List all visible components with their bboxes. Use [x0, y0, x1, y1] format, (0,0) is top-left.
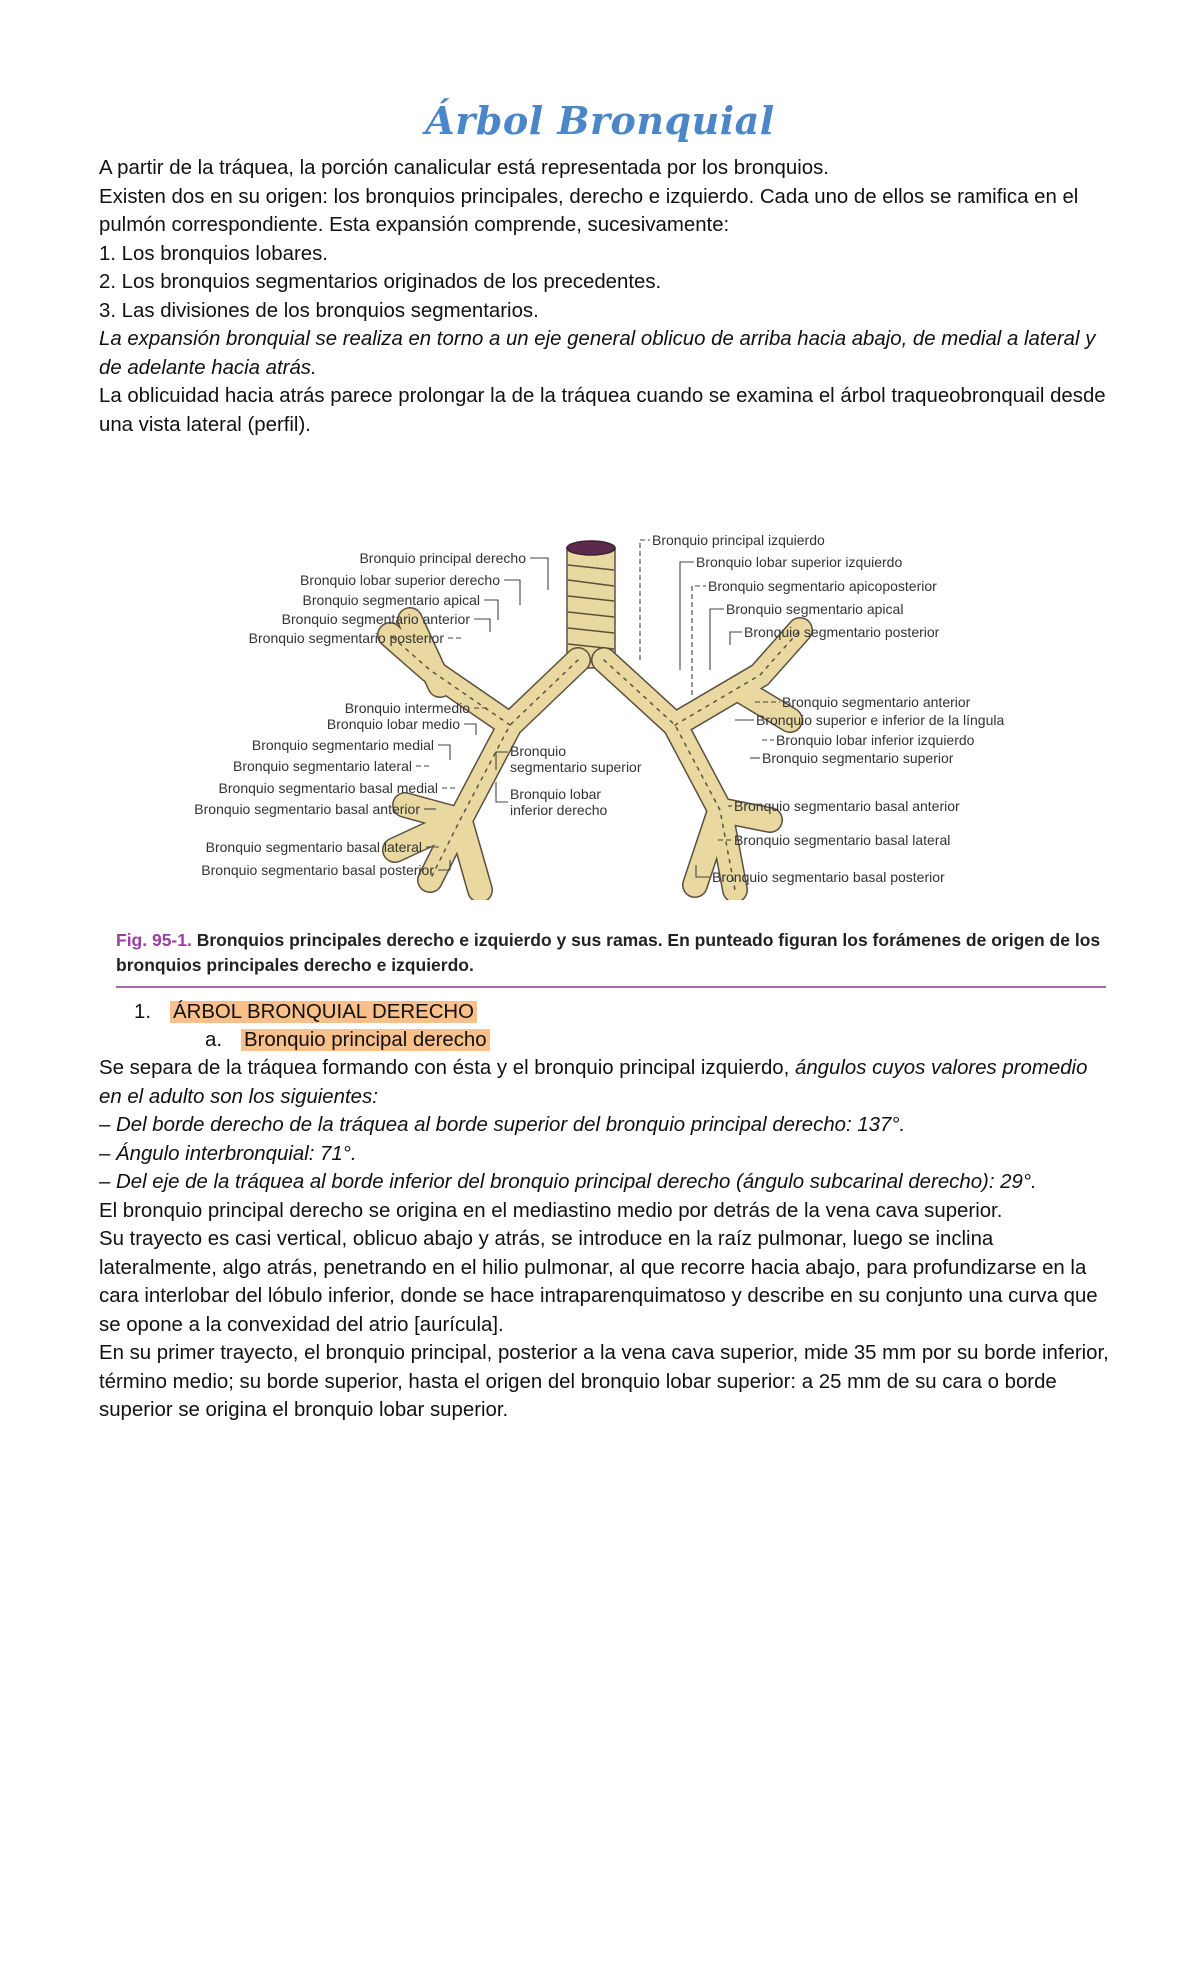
list-line: 1. Los bronquios lobares. [99, 242, 328, 265]
body-text-italic: ángulos cuyos valores promedio en el adulto son los siguientes: [99, 1057, 1088, 1108]
list-item-level2 [205, 1026, 490, 1054]
figure-label: Bronquio segmentario lateral [233, 758, 412, 774]
list-number: 1. [134, 1001, 152, 1023]
angle-line: – Del borde derecho de la tráquea al borde superior del bronquio principal derecho: 137°. [99, 1114, 906, 1136]
bronchi-illustration [390, 620, 800, 890]
angle-line: – Ángulo interbronquial: 71°. [99, 1142, 357, 1165]
figure-label: Bronquio segmentario apicoposterior [708, 578, 937, 594]
figure-label: Bronquio principal izquierdo [652, 532, 825, 548]
body-paragraph: Su trayecto es casi vertical, oblicuo abajo y atrás, se introduce en la raíz pulmonar, luego se inclina lateralmente, algo atrás, penetrando en el hilio pulmonar, al que recorre hacia abajo, para profundizarse en la cara interlobar del lóbulo inferior, donde se hace intraparenquimatoso y describe en su conjunto una curva que se opone a la convexidad del atrio [aurícula]. [99, 1228, 1098, 1336]
figure-label: segmentario superior [510, 759, 642, 775]
figure-label: Bronquio principal derecho [359, 550, 526, 566]
figure-label: Bronquio segmentario posterior [248, 630, 444, 646]
highlighted-heading: ÁRBOL BRONQUIAL DERECHO [170, 1001, 477, 1023]
intro-paragraph: Existen dos en su origen: los bronquios principales, derecho e izquierdo. Cada uno de ellos se ramifica en el pulmón correspondiente. Esta expansión comprende, sucesivamente: [99, 185, 1079, 236]
figure-label: Bronquio segmentario basal medial [218, 780, 438, 796]
list-item-level1 [134, 998, 477, 1026]
figure-number: Fig. 95-1. [116, 930, 192, 950]
figure-label: Bronquio [510, 743, 567, 759]
body-text-normal: Se separa de la tráquea formando con ésta y el bronquio principal izquierdo, [99, 1057, 795, 1079]
figure-label: Bronquio segmentario basal anterior [734, 798, 960, 814]
body-paragraph: El bronquio principal derecho se origina en el mediastino medio por detrás de la vena cava superior. [99, 1199, 1003, 1222]
caption-divider [116, 986, 1106, 988]
figure-label: Bronquio lobar inferior izquierdo [776, 732, 975, 748]
page-title: Árbol Bronquial [425, 98, 775, 143]
figure-caption [116, 928, 1106, 978]
figure-label: Bronquio lobar [510, 786, 602, 802]
bronchial-tree-figure [180, 520, 1040, 900]
list-letter: a. [205, 1029, 223, 1051]
figure-label: Bronquio segmentario basal posterior [201, 862, 434, 878]
figure-label: Bronquio segmentario basal anterior [194, 801, 420, 817]
figure-label: Bronquio segmentario basal posterior [712, 869, 945, 885]
list-line: 2. Los bronquios segmentarios originados de los precedentes. [99, 271, 662, 293]
figure-label: Bronquio superior e inferior de la língula [756, 712, 1005, 728]
figure-caption-text: Bronquios principales derecho e izquierdo y sus ramas. En punteado figuran los forámenes de origen de los bronquios principales derecho e izquierdo. [116, 930, 1101, 975]
figure-label: Bronquio segmentario anterior [782, 694, 971, 710]
figure-label: Bronquio lobar medio [326, 716, 460, 732]
center-labels [496, 743, 642, 818]
figure-label: Bronquio lobar superior derecho [299, 572, 500, 588]
body-paragraph: En su primer trayecto, el bronquio principal, posterior a la vena cava superior, mide 35 mm por su borde inferior, término medio; su borde superior, hasta el origen del bronquio lobar superior: a 25 mm de su cara o borde superior se origina el bronquio lobar superior. [99, 1342, 1109, 1421]
figure-label: inferior derecho [510, 802, 608, 818]
figure-label: Bronquio segmentario anterior [281, 611, 470, 627]
intro-text [99, 154, 1109, 439]
figure-label: Bronquio segmentario apical [302, 592, 480, 608]
figure-label: Bronquio segmentario superior [762, 750, 954, 766]
figure-label: Bronquio segmentario apical [726, 601, 904, 617]
body-paragraph [99, 1054, 1109, 1111]
body-text [99, 1054, 1109, 1425]
figure-label: Bronquio segmentario medial [251, 737, 434, 753]
figure-label: Bronquio segmentario basal lateral [205, 839, 422, 855]
intro-paragraph: A partir de la tráquea, la porción canalicular está representada por los bronquios. [99, 157, 829, 179]
list-line: 3. Las divisiones de los bronquios segmentarios. [99, 299, 539, 322]
highlighted-subheading: Bronquio principal derecho [241, 1029, 490, 1051]
angle-line: – Del eje de la tráquea al borde inferior del bronquio principal derecho (ángulo subcarinal derecho): 29°. [99, 1171, 1037, 1193]
figure-label: Bronquio intermedio [344, 700, 470, 716]
figure-label: Bronquio segmentario posterior [744, 624, 940, 640]
italic-paragraph: La expansión bronquial se realiza en torno a un eje general oblicuo de arriba hacia abajo, de medial a lateral y de adelante hacia atrás. [99, 328, 1096, 379]
intro-paragraph: La oblicuidad hacia atrás parece prolongar la de la tráquea cuando se examina el árbol traqueobronquail desde una vista lateral (perfil). [99, 385, 1106, 436]
figure-label: Bronquio lobar superior izquierdo [696, 554, 903, 570]
figure-label: Bronquio segmentario basal lateral [734, 832, 951, 848]
